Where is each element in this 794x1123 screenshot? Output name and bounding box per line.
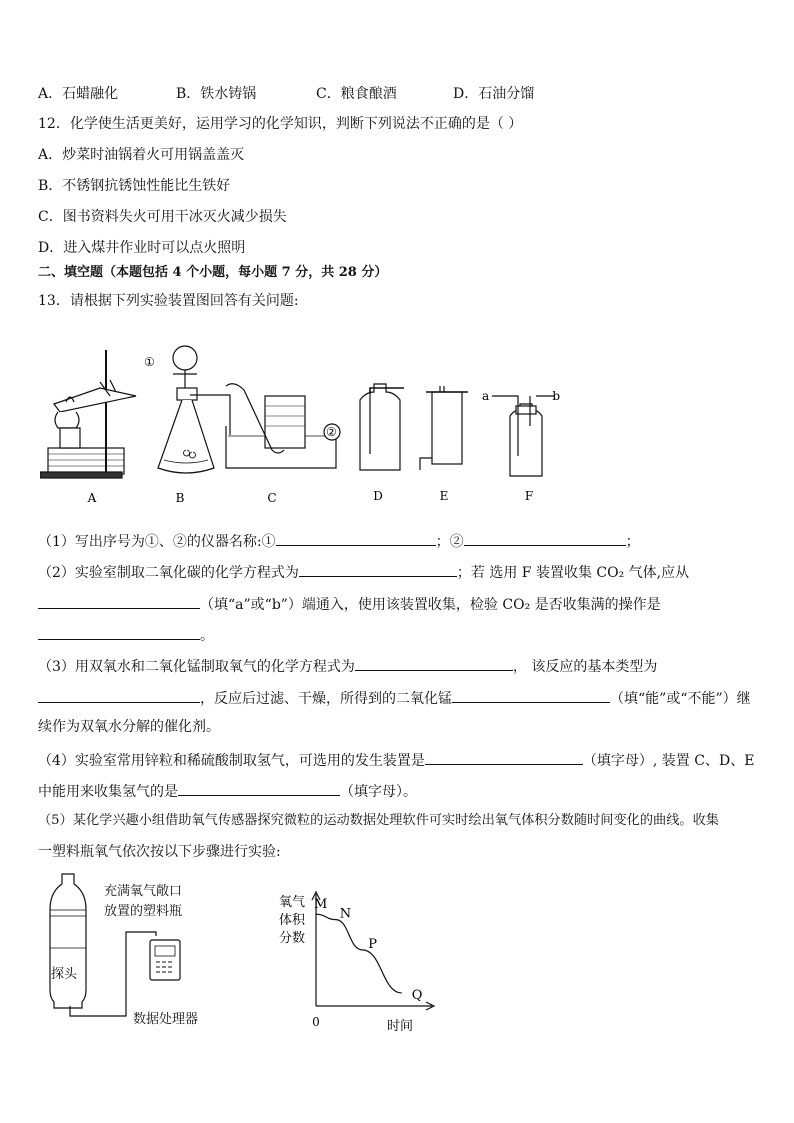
answer-blank-1[interactable] [276, 531, 436, 546]
q11-option-d: D．石油分馏 [453, 86, 535, 102]
apparatus-c [226, 384, 340, 468]
q13-stem: 13．请根据下列实验装置图回答有关问题: [38, 293, 299, 309]
bottle-caption-line-2: 放置的塑料瓶 [104, 904, 183, 919]
q13-part-2-line-3: 。 [38, 625, 214, 645]
q13-part-2-line-2: （填“a”或“b”）端通入，使用该装置收集，检验 CO₂ 是否收集满的操作是 [38, 594, 661, 614]
q12-option-d: D．进入煤井作业时可以点火照明 [38, 240, 246, 256]
apparatus-d [360, 384, 404, 470]
answer-blank-3[interactable] [299, 562, 457, 577]
origin-label: 0 [312, 1015, 320, 1029]
q13-part-5-line-2: 一塑料瓶氧气依次按以下步骤进行实验: [38, 844, 281, 860]
answer-blank-7[interactable] [38, 688, 200, 703]
answer-blank-4[interactable] [38, 594, 200, 609]
y-label-line-2: 体积 [278, 913, 306, 928]
label-e: E [439, 489, 449, 503]
point-label-n: N [339, 906, 352, 922]
oxygen-fraction-chart [272, 880, 452, 1040]
q13-part-4-line-2: 中能用来收集氢气的是 （填字母）。 [38, 781, 417, 801]
q12-stem: 12．化学使生活更美好，运用学习的化学知识，判断下列说法不正确的是（ ） [38, 116, 523, 132]
point-label-m: M [314, 897, 328, 913]
q11-option-b: B．铁水铸锅 [176, 86, 257, 102]
q12-option-c: C．图书资料失火可用干冰灭火减少损失 [38, 209, 287, 225]
answer-blank-9[interactable] [425, 750, 583, 765]
x-axis-label: 时间 [386, 1019, 414, 1034]
q11-option-a: A．石蜡融化 [38, 86, 119, 102]
answer-blank-6[interactable] [355, 656, 513, 671]
label-b: B [175, 491, 185, 505]
y-label-line-1: 氧气 [278, 895, 306, 910]
point-label-q: Q [411, 988, 423, 1004]
marker-two: ② [326, 425, 337, 439]
apparatus-e [420, 386, 468, 470]
label-a: A [87, 491, 97, 505]
label-d: D [373, 489, 383, 503]
apparatus-a [40, 350, 136, 478]
q13-part-2-line-1: （2）实验室制取二氧化碳的化学方程式为 ；若 选用 F 装置收集 CO₂ 气体,应从 [38, 562, 689, 582]
probe-label: 探头 [51, 967, 78, 982]
q13-part-5-line-1: （5）某化学兴趣小组借助氧气传感器探究微粒的运动数据处理软件可实时绘出氧气体积分数随时间变化的曲线。收集 [38, 813, 719, 828]
processor-label: 数据处理器 [133, 1012, 199, 1027]
marker-b: b [552, 389, 560, 403]
apparatus-f [492, 396, 554, 476]
bottle-caption-line-1: 充满氧气敞口 [104, 884, 183, 899]
label-f: F [524, 489, 534, 503]
answer-blank-2[interactable] [464, 531, 626, 546]
q13-part-1: （1）写出序号为①、②的仪器名称:① ；② ； [38, 531, 640, 551]
apparatus-figure [40, 340, 560, 510]
q13-part-3-line-2: ，反应后过滤、干燥，所得到的二氧化锰 （填“能”或“不能”）继 [38, 688, 751, 708]
oxygen-curve [316, 914, 402, 993]
answer-blank-10[interactable] [178, 781, 340, 796]
label-c: C [267, 491, 277, 505]
q12-option-b: B．不锈钢抗锈蚀性能比生铁好 [38, 178, 231, 194]
apparatus-b [158, 346, 230, 473]
plastic-bottle [50, 874, 86, 1008]
answer-blank-8[interactable] [452, 688, 610, 703]
q13-part-3-line-3: 续作为双氧水分解的催化剂。 [38, 719, 220, 735]
answer-blank-5[interactable] [38, 625, 200, 640]
marker-one: ① [144, 355, 155, 369]
y-label-line-3: 分数 [278, 931, 306, 946]
point-label-p: P [368, 936, 377, 952]
q13-part-4-line-1: （4）实验室常用锌粒和稀硫酸制取氢气，可选用的发生装置是 （填字母）, 装置 C、D、E [38, 750, 754, 770]
q13-part-3-line-1: （3）用双氧水和二氧化锰制取氧气的化学方程式为 ， 该反应的基本类型为 [38, 656, 657, 676]
q11-option-c: C．粮食酿酒 [316, 86, 397, 102]
q12-option-a: A．炒菜时油锅着火可用锅盖盖灭 [38, 147, 245, 163]
section-2-title: 二、填空题（本题包括 4 个小题，每小题 7 分，共 28 分） [38, 265, 388, 280]
marker-a: a [482, 389, 490, 403]
